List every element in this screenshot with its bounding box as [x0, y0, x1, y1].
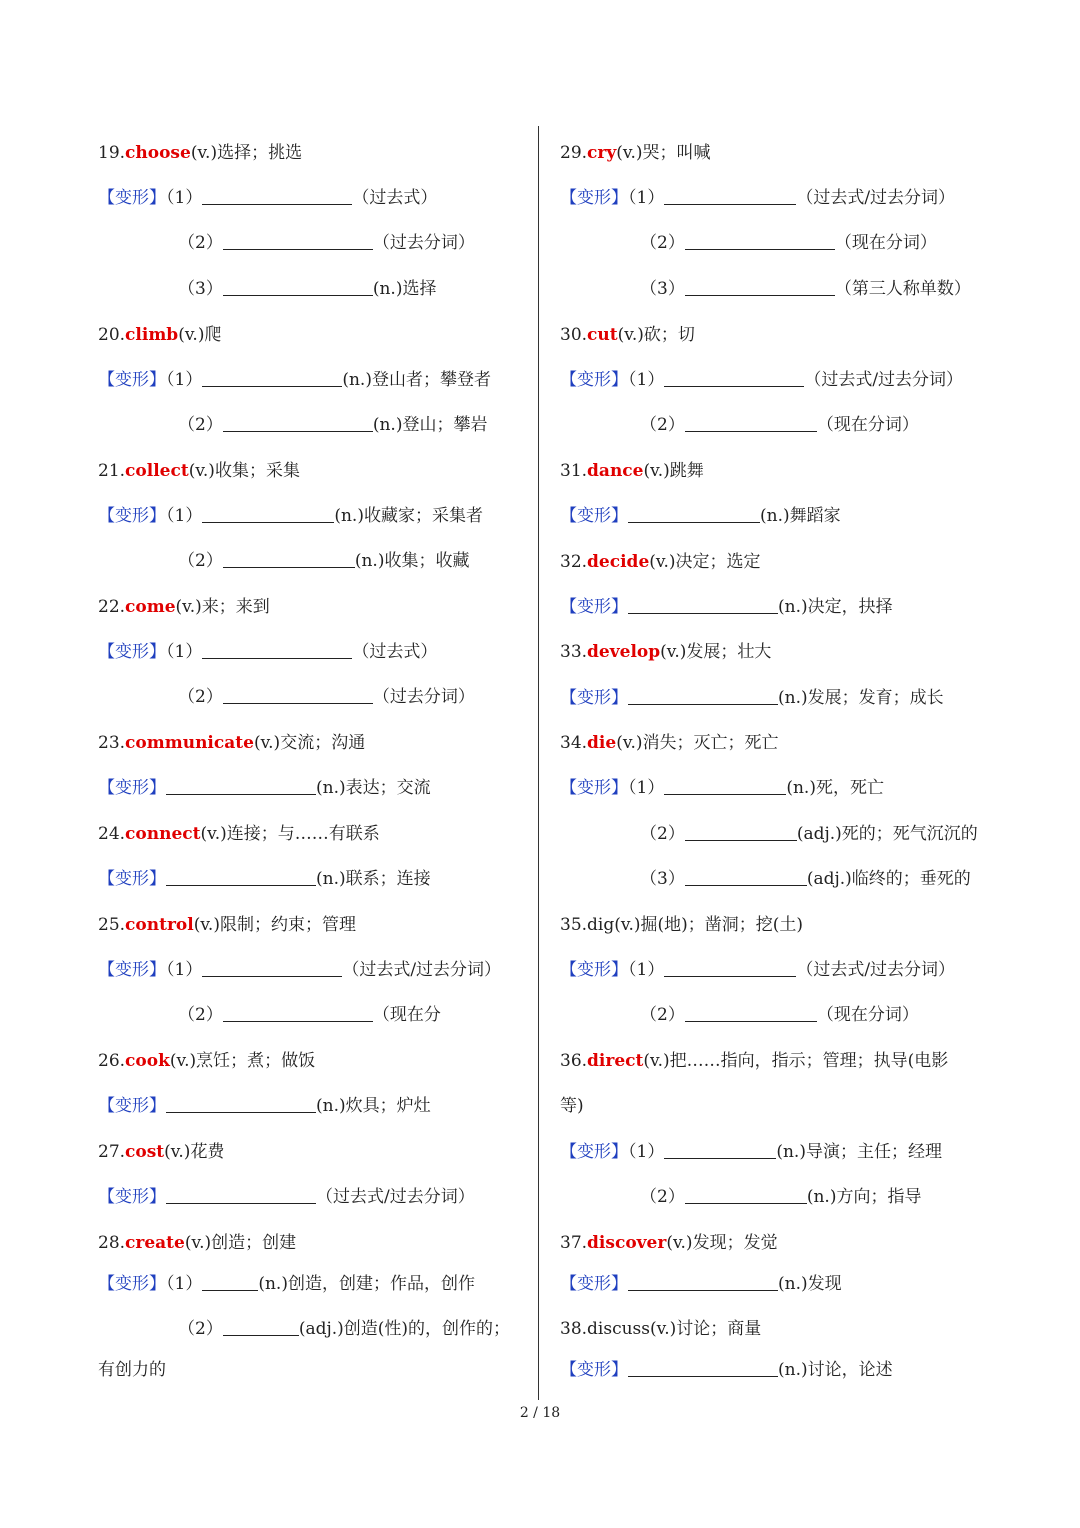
headword: develop — [587, 642, 661, 662]
form-note: （过去式/过去分词） — [316, 1187, 475, 1207]
vocab-entry — [98, 459, 300, 483]
form-index: （2） — [178, 1319, 223, 1339]
entry-number: 22. — [98, 597, 126, 617]
part-of-speech: (v.) — [178, 325, 205, 345]
form-index: （1） — [166, 188, 203, 208]
entry-number: 27. — [98, 1142, 126, 1162]
variant-tag: 【变形】 — [98, 1187, 166, 1207]
meaning: 砍；切 — [643, 325, 695, 345]
form-note: （现在分词） — [816, 415, 919, 435]
part-of-speech: (v.) — [616, 143, 643, 163]
form-note: （过去式/过去分词） — [342, 960, 502, 980]
variant-tag: 【变形】 — [98, 960, 166, 980]
form-note: （过去式） — [352, 188, 438, 208]
vocab-entry — [560, 459, 704, 483]
word-form-line — [98, 1094, 431, 1118]
part-of-speech: (v.) — [649, 552, 676, 572]
entry-number: 30. — [560, 325, 588, 345]
meaning: 跳舞 — [669, 461, 704, 481]
form-index: （2） — [178, 687, 223, 707]
word-form-line — [560, 1272, 842, 1296]
form-note: （现在分词） — [834, 233, 937, 253]
variant-tag: 【变形】 — [560, 1360, 628, 1380]
form-note: (n.)发现 — [778, 1274, 842, 1294]
headword: discover — [587, 1233, 667, 1253]
answer-blank[interactable] — [223, 685, 373, 704]
meaning: 来；来到 — [201, 597, 270, 617]
entry-number: 26. — [98, 1051, 126, 1071]
headword: decide — [587, 552, 650, 572]
word-form-line — [640, 231, 937, 255]
word-form-line — [98, 1185, 475, 1209]
form-note: (n.)舞蹈家 — [760, 506, 841, 526]
entry-number: 20. — [98, 325, 126, 345]
form-index: （1） — [166, 642, 203, 662]
answer-blank[interactable] — [202, 368, 342, 387]
form-index: （2） — [178, 415, 223, 435]
word-form-line — [98, 867, 431, 891]
form-note: (n.)登山；攀岩 — [372, 415, 488, 435]
form-index: （2） — [178, 1005, 223, 1025]
variant-tag: 【变形】 — [98, 1274, 166, 1294]
variant-tag: 【变形】 — [560, 188, 628, 208]
part-of-speech: (v.) — [164, 1142, 191, 1162]
form-note: （第三人称单数） — [834, 279, 971, 299]
form-index: （1） — [628, 370, 665, 390]
vocab-entry — [560, 323, 695, 347]
answer-blank[interactable] — [166, 1094, 316, 1113]
part-of-speech: (v.) — [200, 824, 227, 844]
form-note: (n.)选择 — [372, 279, 437, 299]
headword: direct — [587, 1051, 644, 1071]
answer-blank[interactable] — [664, 1140, 776, 1159]
form-index: （2） — [640, 233, 685, 253]
answer-blank[interactable] — [685, 867, 807, 886]
answer-blank[interactable] — [202, 958, 342, 977]
form-note: （过去式/过去分词） — [796, 188, 956, 208]
form-index: （1） — [628, 778, 665, 798]
part-of-speech: (v.) — [193, 915, 220, 935]
answer-blank[interactable] — [166, 776, 316, 795]
entry-number: 32. — [560, 552, 588, 572]
entry-number: 37. — [560, 1233, 588, 1253]
form-note: （过去分词） — [372, 687, 475, 707]
meaning: 收集；采集 — [214, 461, 300, 481]
vocab-entry — [98, 1231, 296, 1255]
variant-tag: 【变形】 — [560, 778, 628, 798]
form-note: （过去式） — [352, 642, 438, 662]
answer-blank[interactable] — [628, 595, 778, 614]
vocab-entry — [98, 323, 221, 347]
word-form-line — [178, 231, 475, 255]
meaning: 哭；叫喊 — [642, 143, 711, 163]
headword: choose — [125, 143, 191, 163]
part-of-speech: (v.) — [184, 1233, 212, 1253]
part-of-speech: (v.) — [175, 597, 202, 617]
entry-number: 33. — [560, 642, 588, 662]
word-form-line — [98, 1272, 475, 1296]
part-of-speech: (v.) — [660, 642, 687, 662]
word-form-line — [560, 776, 884, 800]
continuation-text: 等) — [560, 1096, 584, 1116]
word-form-line — [98, 640, 437, 664]
vocab-entry — [560, 731, 778, 755]
vocab-entry — [98, 595, 270, 619]
meaning: 消失；灭亡；死亡 — [642, 733, 779, 753]
headword: discuss — [587, 1319, 651, 1339]
meaning: 连接；与……有联系 — [226, 824, 380, 844]
form-index: （2） — [640, 824, 685, 844]
word-form-line — [640, 1003, 919, 1027]
vocab-entry — [560, 141, 711, 165]
answer-blank[interactable] — [223, 549, 355, 568]
word-form-line — [98, 776, 431, 800]
form-note: (n.)方向；指导 — [806, 1187, 922, 1207]
headword: control — [125, 915, 194, 935]
answer-blank[interactable] — [685, 1185, 807, 1204]
word-form-line — [640, 413, 919, 437]
variant-tag: 【变形】 — [560, 1274, 628, 1294]
entry-number: 38. — [560, 1319, 588, 1339]
part-of-speech: (v.) — [650, 1319, 677, 1339]
word-form-line — [560, 686, 944, 710]
form-index: （2） — [640, 415, 685, 435]
variant-tag: 【变形】 — [560, 370, 628, 390]
meaning: 决定；选定 — [675, 552, 761, 572]
entry-number: 21. — [98, 461, 126, 481]
headword: come — [125, 597, 176, 617]
vocab-entry — [98, 141, 302, 165]
part-of-speech: (v.) — [614, 915, 641, 935]
continuation-text: 有创力的 — [98, 1360, 166, 1380]
headword: create — [125, 1233, 185, 1253]
variant-tag: 【变形】 — [98, 188, 166, 208]
answer-blank[interactable] — [628, 1272, 778, 1291]
entry-number: 19. — [98, 143, 126, 163]
form-index: （3） — [640, 279, 685, 299]
form-index: （2） — [640, 1187, 685, 1207]
form-index: （1） — [166, 960, 203, 980]
answer-blank[interactable] — [223, 1317, 299, 1336]
form-index: （1） — [628, 1142, 665, 1162]
column-divider — [538, 126, 539, 1400]
answer-blank[interactable] — [664, 776, 786, 795]
variant-tag: 【变形】 — [560, 1142, 628, 1162]
form-note: (adj.)死的；死气沉沉的 — [796, 824, 978, 844]
variant-tag: 【变形】 — [560, 960, 628, 980]
meaning: 发展；壮大 — [686, 642, 772, 662]
answer-blank[interactable] — [223, 1003, 373, 1022]
word-form-line — [560, 1140, 942, 1164]
answer-blank[interactable] — [685, 413, 817, 432]
part-of-speech: (v.) — [169, 1051, 197, 1071]
variant-tag: 【变形】 — [98, 869, 166, 889]
answer-blank[interactable] — [685, 1003, 817, 1022]
answer-blank[interactable] — [664, 958, 796, 977]
part-of-speech: (v.) — [188, 461, 215, 481]
answer-blank[interactable] — [685, 231, 835, 250]
vocab-entry — [98, 822, 380, 846]
vocab-entry — [98, 1049, 315, 1073]
part-of-speech: (v.) — [253, 733, 281, 753]
headword: dance — [587, 461, 644, 481]
part-of-speech: (v.) — [666, 1233, 693, 1253]
entry-number: 25. — [98, 915, 126, 935]
answer-blank[interactable] — [685, 277, 835, 296]
form-note: （过去分词） — [372, 233, 475, 253]
meaning: 烹饪；煮；做饭 — [196, 1051, 316, 1071]
answer-blank[interactable] — [202, 186, 352, 205]
form-index: （1） — [166, 506, 203, 526]
vocab-entry — [98, 913, 356, 937]
form-note: (n.)登山者；攀登者 — [342, 370, 491, 390]
answer-blank[interactable] — [685, 822, 797, 841]
entry-number: 29. — [560, 143, 588, 163]
vocab-entry — [560, 1049, 948, 1073]
vocab-entry — [98, 1140, 224, 1164]
form-note: （过去式/过去分词） — [804, 370, 964, 390]
answer-blank[interactable] — [166, 867, 316, 886]
answer-blank[interactable] — [664, 186, 796, 205]
word-form-line — [178, 1003, 441, 1027]
form-note: （现在分词） — [816, 1005, 919, 1025]
form-note: (n.)导演；主任；经理 — [776, 1142, 942, 1162]
word-form-line — [178, 549, 469, 573]
word-form-line — [640, 822, 978, 846]
part-of-speech: (v.) — [617, 325, 644, 345]
vocab-entry — [560, 1231, 778, 1255]
word-form-line — [560, 958, 955, 982]
answer-blank[interactable] — [202, 640, 352, 659]
answer-blank[interactable] — [664, 368, 804, 387]
headword: cook — [125, 1051, 170, 1071]
answer-blank[interactable] — [628, 504, 760, 523]
meaning: 把……指向，指示；管理；执导(电影 — [669, 1051, 949, 1071]
word-form-line — [178, 413, 487, 437]
word-form-line — [178, 277, 436, 301]
form-note: (n.)创造，创建；作品，创作 — [258, 1274, 475, 1294]
word-form-line — [178, 1317, 510, 1341]
variant-tag: 【变形】 — [98, 778, 166, 798]
meaning: 交流；沟通 — [280, 733, 366, 753]
headword: dig — [587, 915, 615, 935]
headword: die — [587, 733, 617, 753]
form-index: （2） — [178, 551, 223, 571]
word-form-line — [640, 277, 971, 301]
answer-blank[interactable] — [223, 231, 373, 250]
form-index: （1） — [166, 370, 203, 390]
entry-number: 36. — [560, 1051, 588, 1071]
entry-number: 34. — [560, 733, 588, 753]
form-note: (n.)收藏家；采集者 — [334, 506, 483, 526]
form-note: (n.)收集；收藏 — [354, 551, 470, 571]
word-form-line — [98, 186, 437, 210]
vocab-entry — [560, 640, 771, 664]
meaning: 花费 — [190, 1142, 225, 1162]
headword: connect — [125, 824, 201, 844]
form-note: (n.)发展；发育；成长 — [778, 688, 944, 708]
answer-blank[interactable] — [223, 277, 373, 296]
entry-number: 23. — [98, 733, 126, 753]
vocab-entry — [560, 913, 803, 937]
form-index: （3） — [178, 279, 223, 299]
word-form-line — [560, 368, 963, 392]
variant-tag: 【变形】 — [560, 506, 628, 526]
entry-number: 24. — [98, 824, 126, 844]
form-note: (n.)死，死亡 — [786, 778, 884, 798]
meaning: 发现；发觉 — [692, 1233, 778, 1253]
form-index: （1） — [628, 188, 665, 208]
word-form-line — [560, 1358, 893, 1382]
variant-tag: 【变形】 — [98, 642, 166, 662]
form-note: (n.)表达；交流 — [316, 778, 431, 798]
answer-blank[interactable] — [628, 686, 778, 705]
part-of-speech: (v.) — [643, 461, 670, 481]
word-form-line — [98, 368, 491, 392]
word-form-line — [98, 958, 501, 982]
answer-blank[interactable] — [628, 1358, 778, 1377]
entry-number: 35. — [560, 915, 588, 935]
form-note: (n.)联系；连接 — [316, 869, 431, 889]
meaning: 限制；约束；管理 — [219, 915, 356, 935]
form-index: （3） — [640, 869, 685, 889]
form-index: （1） — [628, 960, 665, 980]
headword: collect — [125, 461, 189, 481]
form-index: （2） — [178, 233, 223, 253]
form-note: (adj.)创造(性)的，创作的； — [298, 1319, 511, 1339]
vocab-entry — [560, 1317, 761, 1341]
variant-tag: 【变形】 — [98, 370, 166, 390]
headword: cry — [587, 143, 617, 163]
form-note: (n.)讨论，论述 — [778, 1360, 893, 1380]
word-form-line — [560, 595, 893, 619]
word-form-line — [640, 1185, 921, 1209]
answer-blank[interactable] — [166, 1185, 316, 1204]
vocab-entry — [98, 731, 365, 755]
form-index: （2） — [640, 1005, 685, 1025]
headword: cut — [587, 325, 618, 345]
meaning: 选择；挑选 — [217, 143, 303, 163]
variant-tag: 【变形】 — [98, 1096, 166, 1116]
word-form-line — [560, 186, 955, 210]
form-note: （现在分 — [372, 1005, 441, 1025]
answer-blank[interactable] — [223, 413, 373, 432]
form-index: （1） — [166, 1274, 203, 1294]
page-number: 2 / 18 — [519, 1405, 561, 1421]
variant-tag: 【变形】 — [560, 688, 628, 708]
part-of-speech: (v.) — [643, 1051, 670, 1071]
variant-tag: 【变形】 — [560, 597, 628, 617]
headword: communicate — [125, 733, 254, 753]
form-note: (n.)炊具；炉灶 — [316, 1096, 431, 1116]
form-note: (adj.)临终的；垂死的 — [806, 869, 971, 889]
headword: climb — [125, 325, 179, 345]
answer-blank[interactable] — [202, 504, 334, 523]
variant-tag: 【变形】 — [98, 506, 166, 526]
word-form-line — [560, 504, 841, 528]
form-note: (n.)决定，抉择 — [778, 597, 893, 617]
meaning: 爬 — [204, 325, 222, 345]
answer-blank[interactable] — [202, 1272, 258, 1291]
word-form-line — [640, 867, 971, 891]
meaning: 讨论；商量 — [676, 1319, 762, 1339]
headword: cost — [125, 1142, 165, 1162]
entry-number: 31. — [560, 461, 588, 481]
word-form-line — [178, 685, 475, 709]
entry-number: 28. — [98, 1233, 126, 1253]
meaning: 创造；创建 — [211, 1233, 297, 1253]
word-form-line — [98, 504, 483, 528]
part-of-speech: (v.) — [616, 733, 643, 753]
vocab-entry — [560, 550, 761, 574]
meaning: 掘(地)；凿洞；挖(土) — [640, 915, 804, 935]
form-note: （过去式/过去分词） — [796, 960, 956, 980]
part-of-speech: (v.) — [190, 143, 218, 163]
